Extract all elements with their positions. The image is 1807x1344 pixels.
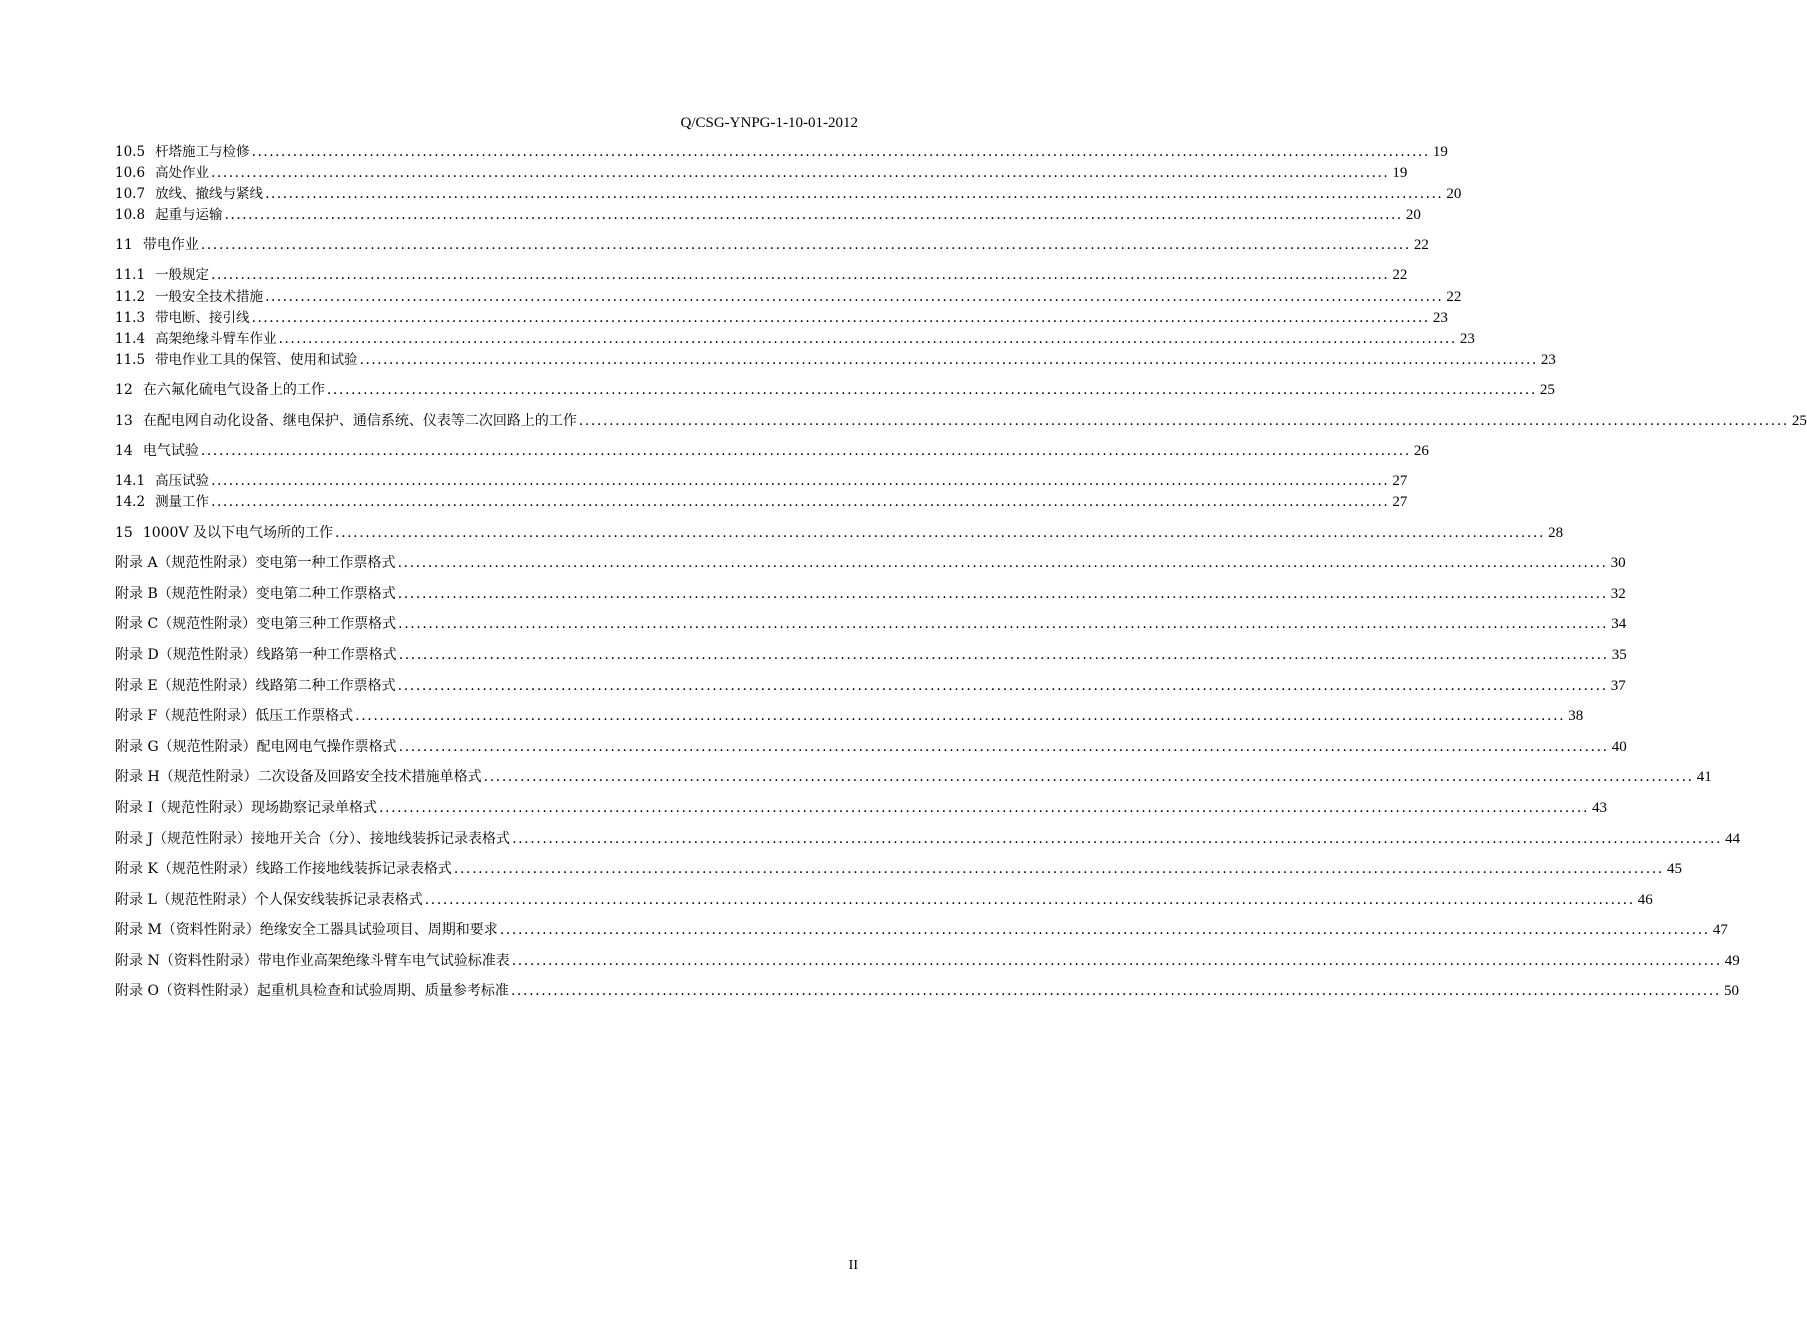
toc-entry[interactable] [115, 163, 1408, 183]
toc-entry[interactable] [115, 798, 1608, 818]
toc-text: 附录 J（规范性附录）接地开关合（分）、接地线装拆记录表格式 [115, 831, 511, 847]
toc-leader: ........................................................................................................................................................................................................ [398, 616, 1609, 632]
toc-page: 19 [1392, 165, 1408, 181]
toc-page: 20 [1446, 186, 1462, 202]
toc-entry[interactable] [115, 205, 1421, 225]
toc-page: 26 [1413, 443, 1429, 459]
toc-number: 13 [115, 413, 133, 429]
toc-text: 附录 K（规范性附录）线路工作接地线装拆记录表格式 [115, 861, 452, 877]
toc-entry[interactable] [115, 584, 1626, 604]
toc-title [115, 676, 396, 696]
toc-entry[interactable] [115, 287, 1462, 307]
toc-title [115, 471, 209, 491]
toc-text: 在配电网自动化设备、继电保护、通信系统、仪表等二次回路上的工作 [142, 413, 577, 429]
toc-page: 46 [1637, 892, 1653, 908]
toc-page: 32 [1610, 586, 1626, 602]
toc-title [115, 205, 223, 225]
toc-text: 带电断、接引线 [155, 310, 250, 326]
toc-title [115, 411, 577, 431]
toc-page: 28 [1548, 525, 1564, 541]
toc-leader: ........................................................................................................................................................................................................ [578, 413, 1789, 429]
toc-entry[interactable] [115, 441, 1429, 461]
toc-title [115, 890, 423, 910]
toc-leader: ........................................................................................................................................................................................................ [355, 708, 1566, 724]
toc-text: 附录 E（规范性附录）线路第二种工作票格式 [115, 678, 396, 694]
toc-page: 19 [1432, 144, 1448, 160]
toc-page: 41 [1696, 769, 1712, 785]
toc-entry[interactable] [115, 614, 1627, 634]
toc-page: 23 [1540, 352, 1556, 368]
toc-text: 附录 F（规范性附录）低压工作票格式 [115, 708, 354, 724]
toc-entry[interactable] [115, 859, 1682, 879]
toc-text: 附录 D（规范性附录）线路第一种工作票格式 [115, 647, 397, 663]
toc-text: 附录 N（资料性附录）带电作业高架绝缘斗臂车电气试验标准表 [115, 953, 510, 969]
toc-leader: ........................................................................................................................................................................................................ [200, 237, 1411, 253]
toc-text: 高架绝缘斗臂车作业 [155, 331, 277, 347]
toc-leader: ........................................................................................................................................................................................................ [265, 186, 1444, 202]
toc-number: 11.3 [115, 310, 146, 326]
toc-leader: ........................................................................................................................................................................................................ [398, 647, 1609, 663]
toc-text: 放线、撤线与紧线 [155, 186, 264, 202]
toc-page: 25 [1791, 413, 1807, 429]
toc-leader: ........................................................................................................................................................................................................ [378, 800, 1590, 816]
toc-title [115, 265, 209, 285]
toc-title [115, 329, 277, 349]
toc-text: 附录 H（规范性附录）二次设备及回路安全技术措施单格式 [115, 769, 482, 785]
toc-text: 高处作业 [155, 165, 210, 181]
toc-text: 测量工作 [155, 494, 210, 510]
toc-title [115, 350, 358, 370]
toc-entry[interactable] [115, 676, 1626, 696]
toc-page: 25 [1539, 382, 1555, 398]
toc-page: 38 [1568, 708, 1584, 724]
toc-text: 高压试验 [155, 473, 210, 489]
toc-text: 附录 I（规范性附录）现场勘察记录单格式 [115, 800, 377, 816]
toc-page: 44 [1725, 831, 1741, 847]
toc-title [115, 706, 353, 726]
toc-number: 10.6 [115, 165, 146, 181]
toc-entry[interactable] [115, 492, 1408, 512]
toc-entry[interactable] [115, 308, 1448, 328]
toc-entry[interactable] [115, 523, 1564, 543]
toc-entry[interactable] [115, 265, 1408, 285]
toc-text: 附录 G（规范性附录）配电网电气操作票格式 [115, 739, 397, 755]
toc-leader: ........................................................................................................................................................................................................ [211, 473, 1390, 489]
toc-page: 43 [1592, 800, 1608, 816]
toc-text: 一般安全技术措施 [155, 289, 264, 305]
toc-page: 45 [1666, 861, 1682, 877]
page-number: II [848, 1258, 858, 1273]
toc-entry[interactable] [115, 645, 1627, 665]
toc-entry[interactable] [115, 380, 1555, 400]
toc-number: 15 [115, 525, 133, 541]
toc-text: 附录 M（资料性附录）绝缘安全工器具试验项目、周期和要求 [115, 922, 498, 938]
toc-page: 20 [1405, 207, 1421, 223]
toc-leader: ........................................................................................................................................................................................................ [398, 739, 1609, 755]
toc-leader: ........................................................................................................................................................................................................ [512, 831, 1723, 847]
toc-number: 10.7 [115, 186, 146, 202]
toc-text: 带电作业工具的保管、使用和试验 [155, 352, 358, 368]
toc-page: 30 [1610, 555, 1626, 571]
toc-number: 12 [115, 382, 133, 398]
toc-number: 11.4 [115, 331, 146, 347]
toc-leader: ........................................................................................................................................................................................................ [397, 586, 1608, 602]
toc-text: 带电作业 [142, 237, 199, 253]
toc-text: 附录 B（规范性附录）变电第二种工作票格式 [115, 586, 396, 602]
toc-text: 在六氟化硫电气设备上的工作 [142, 382, 325, 398]
toc-leader: ........................................................................................................................................................................................................ [499, 922, 1710, 938]
toc-title [115, 492, 209, 512]
toc-entry[interactable] [115, 920, 1728, 940]
toc-title [115, 142, 250, 162]
toc-entry[interactable] [115, 235, 1429, 255]
toc-entry[interactable] [115, 981, 1739, 1001]
toc-leader: ........................................................................................................................................................................................................ [511, 953, 1722, 969]
toc-page: 47 [1712, 922, 1728, 938]
toc-title [115, 920, 498, 940]
toc-number: 11.5 [115, 352, 146, 368]
toc-title [115, 584, 396, 604]
toc-page: 27 [1392, 494, 1408, 510]
toc-leader: ........................................................................................................................................................................................................ [200, 443, 1411, 459]
toc-title [115, 767, 482, 787]
toc-title [115, 523, 333, 543]
toc-title [115, 184, 263, 204]
toc-leader: ........................................................................................................................................................................................................ [265, 289, 1444, 305]
toc-leader: ........................................................................................................................................................................................................ [278, 331, 1457, 347]
toc-entry[interactable] [115, 142, 1448, 162]
toc-page: 23 [1432, 310, 1448, 326]
toc-text: 电气试验 [142, 443, 199, 459]
toc-number: 14.1 [115, 473, 146, 489]
toc-title [115, 951, 510, 971]
toc-entry[interactable] [115, 890, 1653, 910]
toc-title [115, 163, 209, 183]
toc-title [115, 553, 396, 573]
toc-text: 附录 A（规范性附录）变电第一种工作票格式 [115, 555, 396, 571]
toc-number: 10.8 [115, 207, 146, 223]
toc-leader: ........................................................................................................................................................................................................ [251, 310, 1430, 326]
toc-entry[interactable] [115, 951, 1740, 971]
toc-title [115, 287, 263, 307]
toc-page: 22 [1446, 289, 1462, 305]
toc-page: 49 [1724, 953, 1740, 969]
toc-leader: ........................................................................................................................................................................................................ [335, 525, 1546, 541]
toc-entry[interactable] [115, 411, 1807, 431]
document-code: Q/CSG-YNPG-1-10-01-2012 [680, 115, 858, 131]
toc-number: 10.5 [115, 144, 146, 160]
toc-text: 附录 O（资料性附录）起重机具检查和试验周期、质量参考标准 [115, 983, 509, 999]
toc-leader: ........................................................................................................................................................................................................ [397, 555, 1608, 571]
toc-number: 14.2 [115, 494, 146, 510]
toc-entry[interactable] [115, 553, 1626, 573]
toc-page: 22 [1413, 237, 1429, 253]
toc-title [115, 235, 199, 255]
toc-text: 附录 L（规范性附录）个人保安线装拆记录表格式 [115, 892, 423, 908]
toc-leader: ........................................................................................................................................................................................................ [483, 769, 1694, 785]
toc-entry[interactable] [115, 184, 1462, 204]
toc-entry[interactable] [115, 706, 1584, 726]
toc-page: 40 [1611, 739, 1627, 755]
toc-page: 23 [1459, 331, 1475, 347]
toc-text: 起重与运输 [155, 207, 223, 223]
toc-entry[interactable] [115, 329, 1475, 349]
toc-page: 37 [1610, 678, 1626, 694]
toc-title [115, 829, 510, 849]
toc-leader: ........................................................................................................................................................................................................ [326, 382, 1537, 398]
toc-entry[interactable] [115, 471, 1408, 491]
toc-entry[interactable] [115, 737, 1627, 757]
toc-leader: ........................................................................................................................................................................................................ [453, 861, 1664, 877]
toc-number: 11.2 [115, 289, 146, 305]
toc-title [115, 645, 397, 665]
toc-title [115, 308, 250, 328]
toc-page: 50 [1723, 983, 1739, 999]
toc-number: 11.1 [115, 267, 146, 283]
toc-text: 1000V 及以下电气场所的工作 [142, 525, 334, 541]
toc-text: 一般规定 [155, 267, 210, 283]
toc-number: 11 [115, 237, 133, 253]
toc-title [115, 614, 396, 634]
toc-title [115, 737, 397, 757]
toc-text: 附录 C（规范性附录）变电第三种工作票格式 [115, 616, 397, 632]
toc-title [115, 859, 452, 879]
toc-leader: ........................................................................................................................................................................................................ [359, 352, 1538, 368]
toc-leader: ........................................................................................................................................................................................................ [211, 494, 1390, 510]
toc-entry[interactable] [115, 350, 1556, 370]
toc-leader: ........................................................................................................................................................................................................ [424, 892, 1635, 908]
toc-page: 35 [1611, 647, 1627, 663]
toc-entry[interactable] [115, 829, 1741, 849]
toc-leader: ........................................................................................................................................................................................................ [510, 983, 1721, 999]
toc-text: 杆塔施工与检修 [155, 144, 250, 160]
toc-title [115, 798, 377, 818]
toc-leader: ........................................................................................................................................................................................................ [224, 207, 1403, 223]
toc-title [115, 380, 325, 400]
toc-entry[interactable] [115, 767, 1712, 787]
toc-page: 27 [1392, 473, 1408, 489]
toc-title [115, 981, 509, 1001]
toc-page: 34 [1611, 616, 1627, 632]
toc-number: 14 [115, 443, 133, 459]
toc-title [115, 441, 199, 461]
toc-leader: ........................................................................................................................................................................................................ [397, 678, 1608, 694]
toc-leader: ........................................................................................................................................................................................................ [251, 144, 1430, 160]
toc-page: 22 [1392, 267, 1408, 283]
toc-leader: ........................................................................................................................................................................................................ [211, 165, 1390, 181]
toc-leader: ........................................................................................................................................................................................................ [211, 267, 1390, 283]
